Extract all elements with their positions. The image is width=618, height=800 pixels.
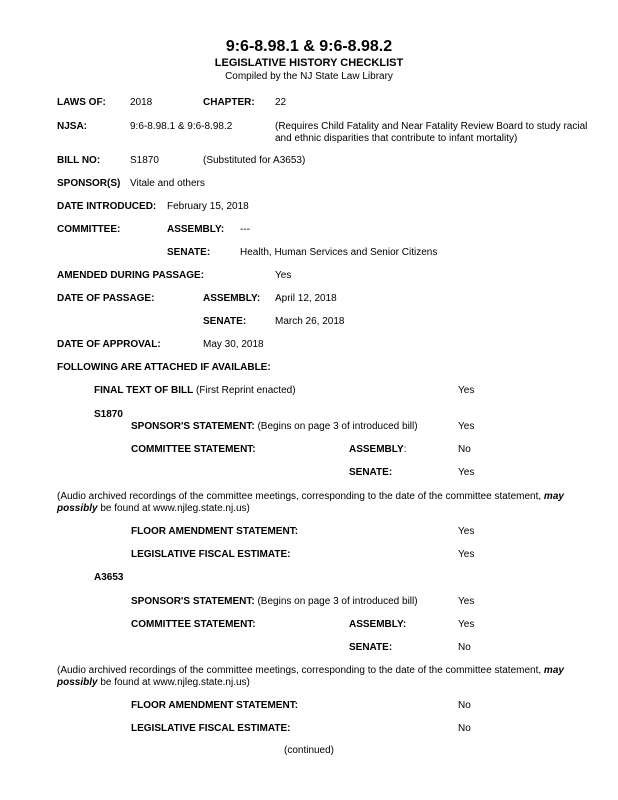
- passage-senate-label: SENATE:: [203, 316, 247, 327]
- audio-note-text: (Audio archived recordings of the committee meetings, corresponding to the date of the committee statement,: [57, 491, 544, 502]
- a3653-sponsor-row: [131, 596, 418, 608]
- njsa-value: 9:6-8.98.1 & 9:6-8.98.2: [130, 121, 233, 132]
- final-text-label: FINAL TEXT OF BILL: [94, 385, 194, 396]
- a3653-fiscal-label: LEGISLATIVE FISCAL ESTIMATE:: [131, 723, 291, 734]
- page-title: 9:6-8.98.1 & 9:6-8.98.2: [225, 38, 393, 55]
- a3653-fiscal-value: No: [458, 723, 471, 734]
- a3653-floor-label: FLOOR AMENDMENT STATEMENT:: [131, 700, 299, 711]
- bill-no-label: BILL NO:: [57, 155, 101, 166]
- continued-note: (continued): [283, 745, 335, 756]
- s1870-senate-label: SENATE:: [349, 467, 393, 478]
- final-text-note: (First Reprint enacted): [196, 385, 296, 396]
- audio-note-tail: be found at www.njleg.state.nj.us): [97, 503, 250, 514]
- a3653-senate-label: SENATE:: [349, 642, 393, 653]
- njsa-description: (Requires Child Fatality and Near Fatality Review Board to study racial and ethnic disparities that contribute to infant mortality): [275, 121, 588, 144]
- audio-note-text-2: (Audio archived recordings of the committee meetings, corresponding to the date of the committee statement,: [57, 665, 544, 676]
- a3653-assembly-value: Yes: [458, 619, 475, 630]
- final-text-value: Yes: [458, 385, 475, 396]
- committee-senate-value: Health, Human Services and Senior Citizens: [240, 247, 438, 258]
- s1870-floor-label: FLOOR AMENDMENT STATEMENT:: [131, 526, 299, 537]
- date-introduced-label: DATE INTRODUCED:: [57, 201, 157, 212]
- amended-value: Yes: [275, 270, 292, 281]
- committee-assembly-value: ---: [240, 224, 250, 235]
- chapter-label: CHAPTER:: [203, 97, 255, 108]
- s1870-assembly-label-wrap: [349, 444, 406, 456]
- a3653-committee-label: COMMITTEE STATEMENT:: [131, 619, 256, 630]
- chapter-value: 22: [275, 97, 287, 108]
- s1870-heading: S1870: [94, 409, 123, 420]
- s1870-sponsor-value: Yes: [458, 421, 475, 432]
- approval-value: May 30, 2018: [203, 339, 264, 350]
- bill-substitution-note: (Substituted for A3653): [203, 155, 306, 166]
- sponsors-value: Vitale and others: [130, 178, 205, 189]
- s1870-floor-value: Yes: [458, 526, 475, 537]
- a3653-assembly-label: ASSEMBLY:: [349, 619, 407, 630]
- laws-of-label: LAWS OF:: [57, 97, 106, 108]
- audio-note-emphasis-2: may possibly: [57, 665, 564, 688]
- document-subtitle: LEGISLATIVE HISTORY CHECKLIST: [214, 57, 404, 69]
- passage-senate-value: March 26, 2018: [275, 316, 345, 327]
- attached-heading: FOLLOWING ARE ATTACHED IF AVAILABLE:: [57, 362, 271, 373]
- s1870-sponsor-label: SPONSOR'S STATEMENT:: [131, 421, 255, 432]
- audio-note-tail-2: be found at www.njleg.state.nj.us): [97, 677, 250, 688]
- s1870-fiscal-label: LEGISLATIVE FISCAL ESTIMATE:: [131, 549, 291, 560]
- s1870-assembly-label: ASSEMBLY: [349, 444, 404, 455]
- bill-no-value: S1870: [130, 155, 159, 166]
- audio-archive-note: [57, 491, 602, 515]
- date-introduced-value: February 15, 2018: [167, 201, 249, 212]
- a3653-sponsor-label: SPONSOR'S STATEMENT:: [131, 596, 255, 607]
- s1870-committee-label: COMMITTEE STATEMENT:: [131, 444, 256, 455]
- s1870-senate-value: Yes: [458, 467, 475, 478]
- laws-of-value: 2018: [130, 97, 153, 108]
- s1870-sponsor-row: [131, 421, 418, 433]
- s1870-assembly-value: No: [458, 444, 471, 455]
- audio-note-emphasis: may possibly: [57, 491, 564, 514]
- approval-label: DATE OF APPROVAL:: [57, 339, 161, 350]
- sponsors-label: SPONSOR(S): [57, 178, 121, 189]
- audio-archive-note-2: [57, 665, 602, 689]
- njsa-label: NJSA:: [57, 121, 88, 132]
- passage-assembly-label: ASSEMBLY:: [203, 293, 261, 304]
- committee-assembly-label: ASSEMBLY:: [167, 224, 225, 235]
- passage-label: DATE OF PASSAGE:: [57, 293, 155, 304]
- passage-assembly-value: April 12, 2018: [275, 293, 337, 304]
- compiled-by: Compiled by the NJ State Law Library: [225, 71, 393, 82]
- a3653-sponsor-note: (Begins on page 3 of introduced bill): [257, 596, 418, 607]
- s1870-sponsor-note: (Begins on page 3 of introduced bill): [257, 421, 418, 432]
- committee-senate-label: SENATE:: [167, 247, 211, 258]
- s1870-fiscal-value: Yes: [458, 549, 475, 560]
- a3653-senate-value: No: [458, 642, 471, 653]
- a3653-floor-value: No: [458, 700, 471, 711]
- committee-label: COMMITTEE:: [57, 224, 121, 235]
- a3653-sponsor-value: Yes: [458, 596, 475, 607]
- final-text-row: [94, 385, 296, 397]
- amended-label: AMENDED DURING PASSAGE:: [57, 270, 205, 281]
- a3653-heading: A3653: [94, 572, 124, 583]
- s1870-assembly-colon: :: [403, 444, 407, 455]
